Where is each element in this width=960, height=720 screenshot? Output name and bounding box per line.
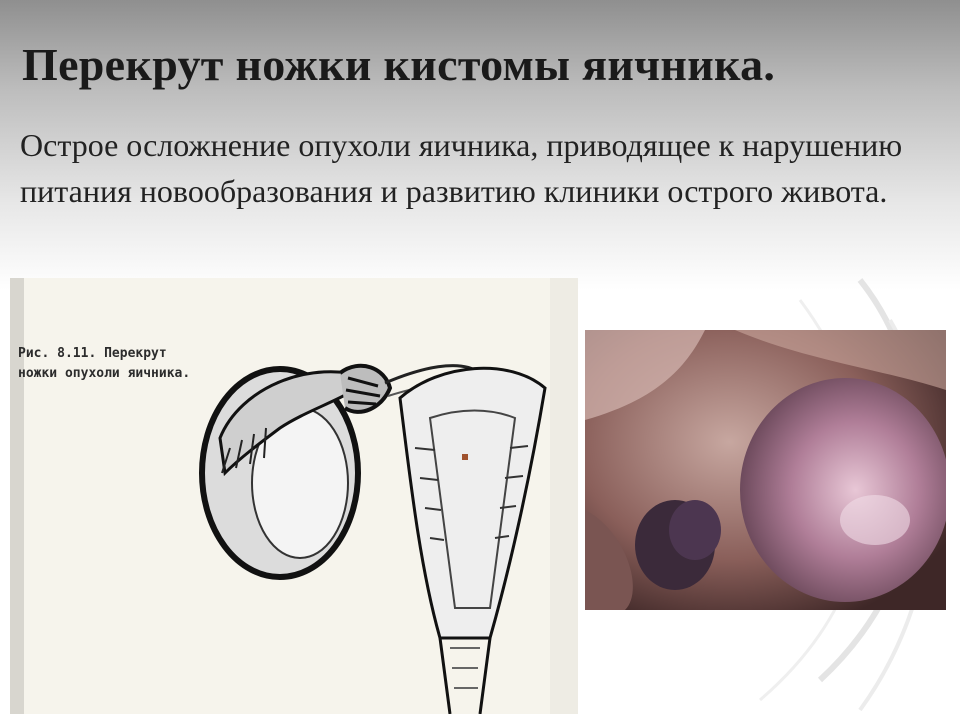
figure-caption: Рис. 8.11. Перекрут ножки опухоли яичника. xyxy=(18,346,191,381)
anatomical-illustration xyxy=(10,278,578,714)
slide-title: Перекрут ножки кистомы яичника. xyxy=(22,39,776,90)
photo-rendering xyxy=(585,330,946,610)
slide-body-text: Острое осложнение опухоли яичника, приводящее к нарушению питания новообразования и развитию клиники острого живота. xyxy=(20,127,903,209)
laparoscopic-photo xyxy=(585,330,946,610)
